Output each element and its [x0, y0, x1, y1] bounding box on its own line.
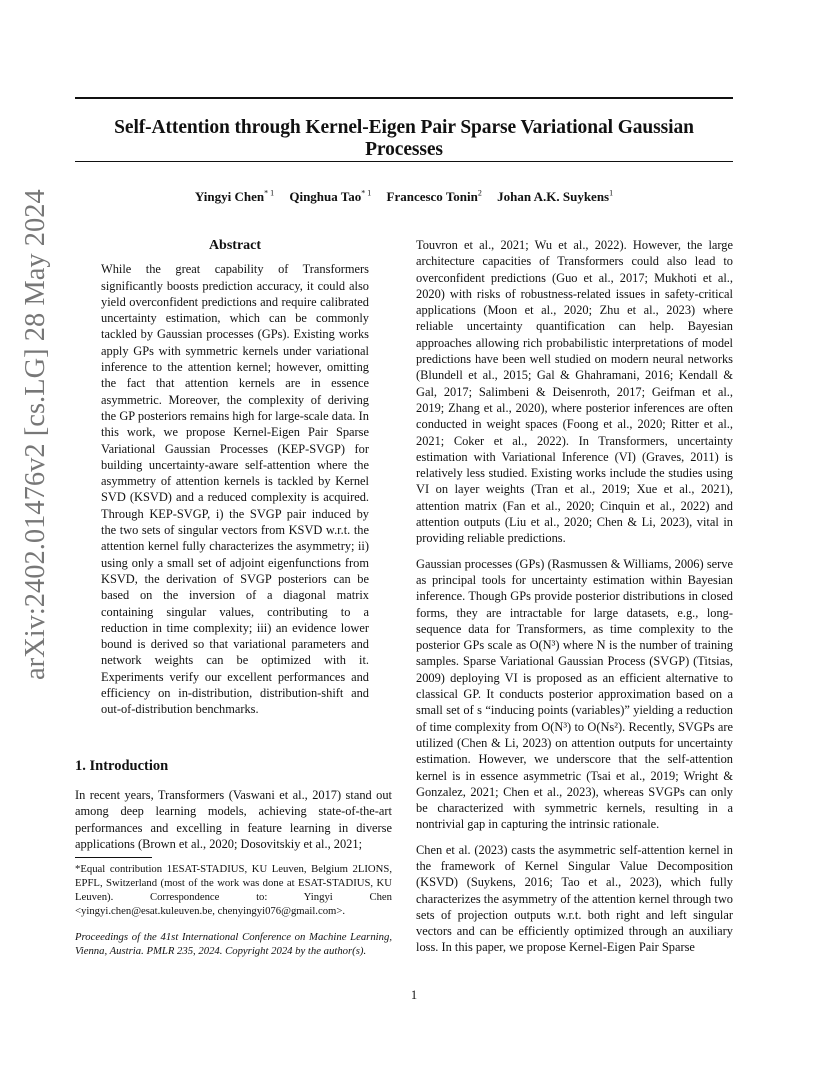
footnote-rule: [75, 857, 152, 858]
introduction-heading: 1. Introduction: [75, 758, 169, 774]
title-bottom-rule: [75, 161, 733, 162]
title-top-rule: [75, 97, 733, 99]
author-list: [75, 189, 733, 205]
body-paragraph: Chen et al. (2023) casts the asymmetric self-attention kernel in the framework of Kernel Singular Value Decomposition (KSVD) (Suykens, 2016; Tao et al., 2023), which fully characterizes the asymmetry of the attention kernel through two sets of projection outputs w.r.t. both right and left singular vectors and can be efficiently optimized through an auxiliary loss. In this paper, we propose Kernel-Eigen Pair Sparse: [416, 842, 733, 955]
arxiv-sidebar-stamp: arXiv:2402.01476v2 [cs.LG] 28 May 2024: [20, 189, 51, 680]
author: Francesco Tonin$^2$: [386, 189, 482, 205]
abstract-heading: Abstract: [208, 238, 262, 253]
abstract-section: [101, 238, 369, 718]
right-column: [416, 237, 733, 965]
paper-title: Self-Attention through Kernel-Eigen Pair Sparse Variational Gaussian Processes: [114, 117, 694, 160]
body-paragraph: Touvron et al., 2021; Wu et al., 2022). However, the large architecture capacities of Transformers could also lead to overconfident predictions (Guo et al., 2017; Mukhoti et al., 2020) with risks of robustness-related issues in safety-critical applications (Moon et al., 2020; Zhu et al., 2023) where reliable uncertainty quantification can help. Bayesian approaches allowing rich probabilistic interpretations of model predictions have been well studied on modern neural networks (Blundell et al., 2015; Gal & Ghahramani, 2016; Kendall & Gal, 2017; Salimbeni & Deisenroth, 2017; Geifman et al., 2019; Zhang et al., 2020), where posterior inferences are often conducted in weight spaces (Foong et al., 2020; Ritter et al., 2021; Coker et al., 2022). In Transformers, uncertainty estimation with Variational Inference (VI) (Graves, 2011) is relatively less studied. Existing works include the studies using VI on layer weights (Tran et al., 2019; Xue et al., 2021), attention matrix (Fan et al., 2020; Cinquin et al., 2022) and attention outputs (Liu et al., 2020; Chen & Li, 2023), vital in providing reliable predictions.: [416, 238, 733, 546]
introduction-paragraph: In recent years, Transformers (Vaswani et al., 2017) stand out among deep learning models, achieving state-of-the-art performances and excelling in feature learning in diverse applications (Brown et al., 2020; Dosovitskiy et al., 2021;: [75, 788, 392, 851]
author: Johan A.K. Suykens$^1$: [497, 189, 614, 205]
author: Qinghua Tao$^{* 1}$: [289, 189, 372, 205]
author: Yingyi Chen$^{* 1}$: [194, 189, 275, 205]
page-number: 1: [410, 988, 418, 1002]
body-paragraph: Gaussian processes (GPs) (Rasmussen & Williams, 2006) serve as principal tools for uncertainty estimation within Bayesian inference. Though GPs provide posterior distributions in closed forms, they are intractable for large datasets, e.g., long-sequence data for Transformers, as time complexity to the posterior GPs scale as O(N³) where N is the number of training samples. Sparse Variational Gaussian Process (SVGP) (Titsias, 2009) deploying VI is proposed as an efficient alternative to classical GP. It conducts posterior approximation based on a small set of s “inducing points (variables)” yielding a reduction of time complexity from O(N³) to O(Ns²). Recently, SVGPs are utilized (Chen & Li, 2023) on attention outputs for uncertainty estimation. However, we underscore that the self-attention kernel is in essence asymmetric (Tsai et al., 2019; Wright & Gonzalez, 2021; Chen et al., 2023), whereas SVGPs can only be characterized with symmetric kernels, resulting in a nontrivial gap in capturing the intrinsic rationale.: [416, 556, 733, 832]
abstract-text: While the great capability of Transformers significantly boosts prediction accuracy, it could also yield overconfident predictions and require calibrated uncertainty estimation, which can be commonly tackled by Gaussian processes (GPs). Existing works apply GPs with symmetric kernels under variational inference to the attention kernel; however, omitting the fact that attention kernels are in essence asymmetric. Moreover, the complexity of deriving the GP posteriors remains high for large-scale data. In this work, we propose Kernel-Eigen Pair Sparse Variational Gaussian Processes (KEP-SVGP) for building uncertainty-aware self-attention where the asymmetry of attention kernels is tackled by Kernel SVD (KSVD) and a reduced complexity is acquired. Through KEP-SVGP, i) the SVGP pair induced by the two sets of singular vectors from KSVD w.r.t. the attention kernel fully characterizes the asymmetry; ii) using only a small set of adjoint eigenfunctions from KSVD, the derivation of SVGP posteriors can be based on the inversion of a diagonal matrix containing singular values, contributing to a reduction in time complexity; iii) an evidence lower bound is derived so that variational parameters and network weights can be optimized with it. Experiments verify our excellent performances and efficiency on in-distribution, distribution-shift and out-of-distribution benchmarks.: [101, 262, 369, 717]
proceedings-note: Proceedings of the 41st International Conference on Machine Learning, Vienna, Austria. PMLR 235, 2024. Copyright 2024 by the author(s).: [75, 931, 392, 957]
footnote-affiliations: *Equal contribution 1ESAT-STADIUS, KU Leuven, Belgium 2LIONS, EPFL, Switzerland (most of the work was done at ESAT-STADIUS, KU Leuven). Correspondence to: Yingyi Chen <yingyi.chen@esat.kuleuven.be, chenyingyi076@gmail.com>.: [75, 863, 392, 917]
